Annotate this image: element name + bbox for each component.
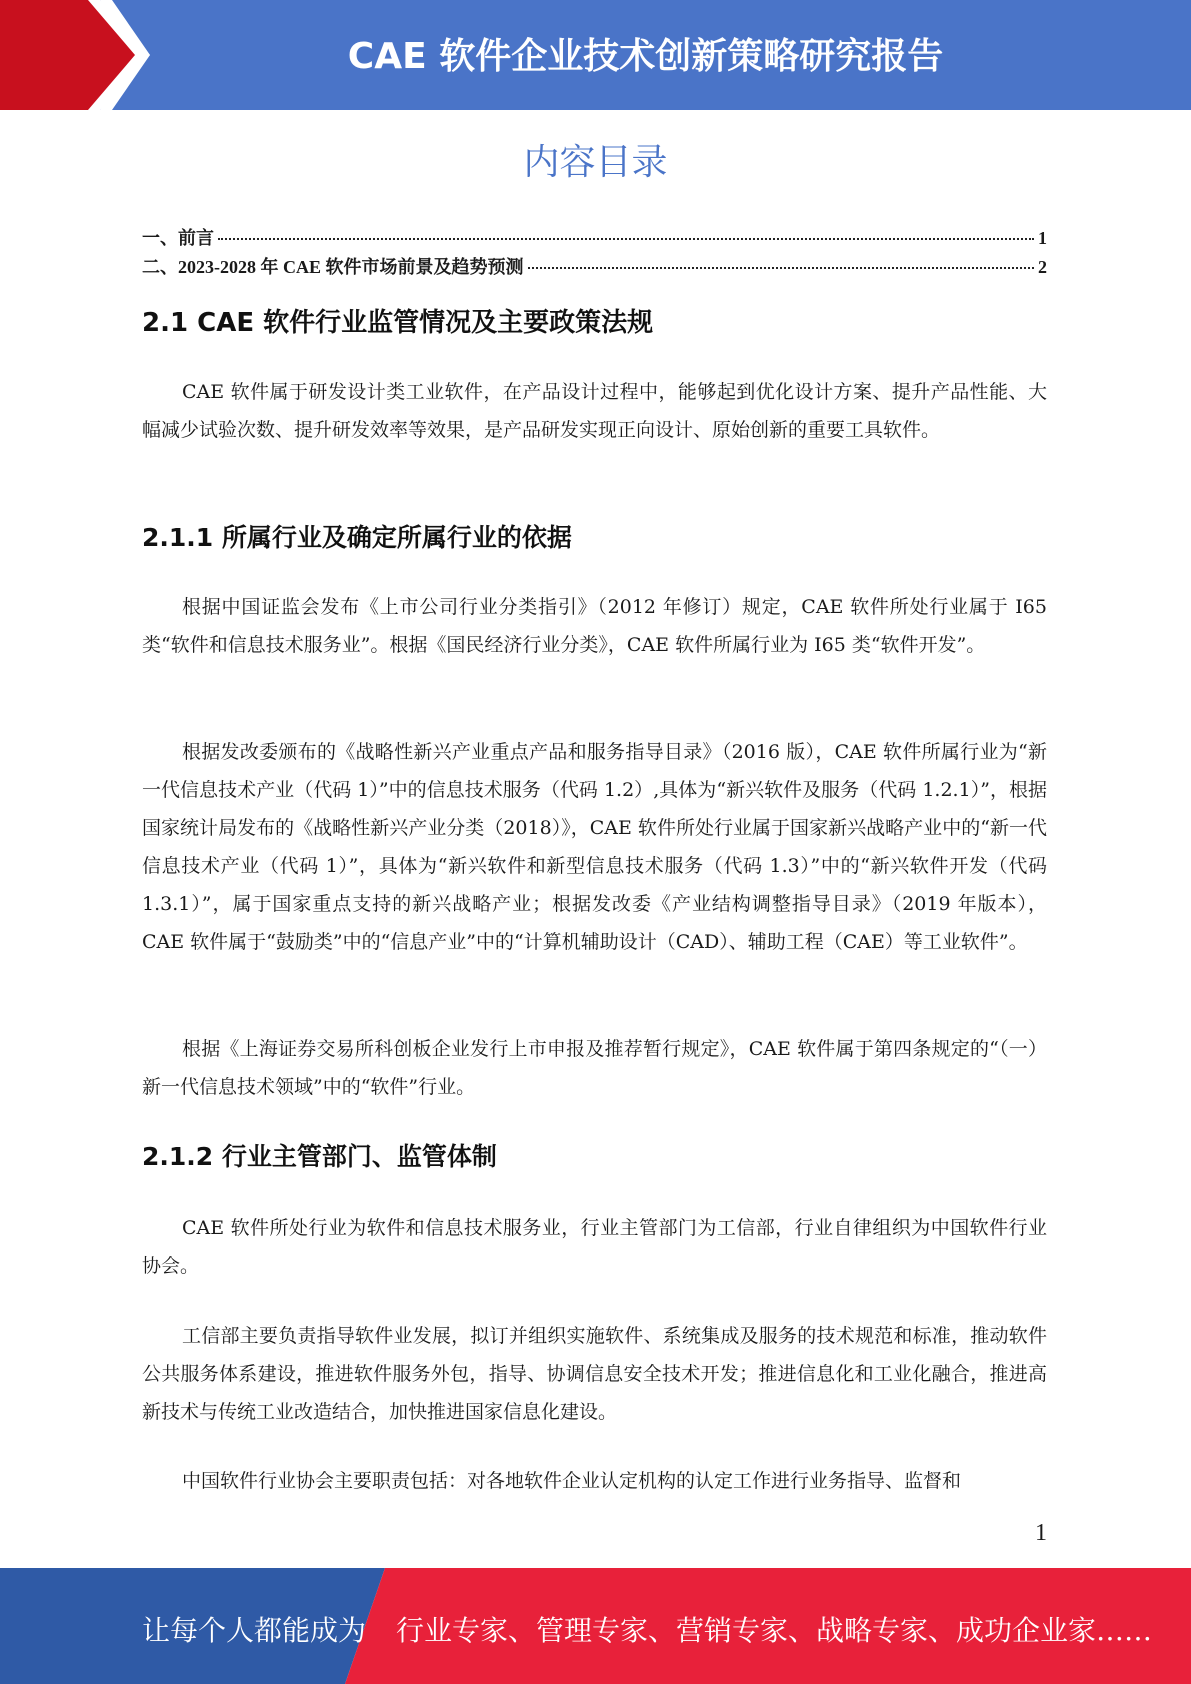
toc-entry[interactable]: [142, 224, 1047, 252]
footer-slogan-right: 行业专家、管理专家、营销专家、战略专家、成功企业家……: [396, 1614, 1153, 1647]
toc-entry[interactable]: [142, 253, 1047, 281]
paragraph: 根据中国证监会发布《上市公司行业分类指引》（2012 年修订）规定，CAE 软件所处行业属于 I65 类“软件和信息技术服务业”。根据《国民经济行业分类》，CAE 软件所属行业为 I65 类“软件开发”。: [142, 596, 1047, 656]
page-footer: [0, 1568, 1191, 1684]
toc-entry-label: 一、前言: [142, 228, 214, 248]
toc-entry-page: 1: [1038, 228, 1047, 248]
page-header: [0, 0, 1191, 110]
page-number: 1: [1035, 1520, 1047, 1546]
toc-entry-label: 二、2023-2028 年 CAE 软件市场前景及趋势预测: [142, 257, 524, 277]
toc-leader-dots: [528, 267, 1035, 269]
report-title: CAE 软件企业技术创新策略研究报告: [347, 36, 944, 77]
toc-leader-dots: [218, 238, 1034, 240]
section-heading-2-1-2: 2.1.2 行业主管部门、监管体制: [142, 1142, 497, 1171]
paragraph: 根据发改委颁布的《战略性新兴产业重点产品和服务指导目录》（2016 版），CAE 软件所属行业为“新一代信息技术产业（代码 1）”中的信息技术服务（代码 1.2）,具体为“新兴软件及服务（代码 1.2.1）”，根据国家统计局发布的《战略性新兴产业分类（2018）》，CAE 软件所处行业属于国家新兴战略产业中的“新一代信息技术产业（代码 1）”，具体为“新兴软件和新型信息技术服务（代码 1.3）”中的“新兴软件开发（代码 1.3.1）”，属于国家重点支持的新兴战略产业；根据发改委《产业结构调整指导目录》（2019 年版本），CAE 软件属于“鼓励类”中的“信息产业”中的“计算机辅助设计（CAD）、辅助工程（CAE）等工业软件”。: [142, 741, 1047, 953]
toc-title: 内容目录: [523, 142, 668, 183]
toc-entry-page: 2: [1038, 257, 1047, 277]
section-heading-2-1: 2.1 CAE 软件行业监管情况及主要政策法规: [142, 308, 654, 338]
paragraph: CAE 软件所处行业为软件和信息技术服务业，行业主管部门为工信部，行业自律组织为中国软件行业协会。: [142, 1217, 1047, 1277]
paragraph: 工信部主要负责指导软件业发展，拟订并组织实施软件、系统集成及服务的技术规范和标准，推动软件公共服务体系建设，推进软件服务外包，指导、协调信息安全技术开发；推进信息化和工业化融合，推进高新技术与传统工业改造结合，加快推进国家信息化建设。: [142, 1325, 1047, 1423]
paragraph: CAE 软件属于研发设计类工业软件，在产品设计过程中，能够起到优化设计方案、提升产品性能、大幅减少试验次数、提升研发效率等效果，是产品研发实现正向设计、原始创新的重要工具软件。: [142, 381, 1047, 441]
section-heading-2-1-1: 2.1.1 所属行业及确定所属行业的依据: [142, 523, 572, 552]
paragraph: 根据《上海证券交易所科创板企业发行上市申报及推荐暂行规定》，CAE 软件属于第四条规定的“（一）新一代信息技术领域”中的“软件”行业。: [142, 1038, 1047, 1098]
paragraph: 中国软件行业协会主要职责包括：对各地软件企业认定机构的认定工作进行业务指导、监督和: [182, 1470, 962, 1492]
footer-slogan-left: 让每个人都能成为: [142, 1614, 367, 1647]
